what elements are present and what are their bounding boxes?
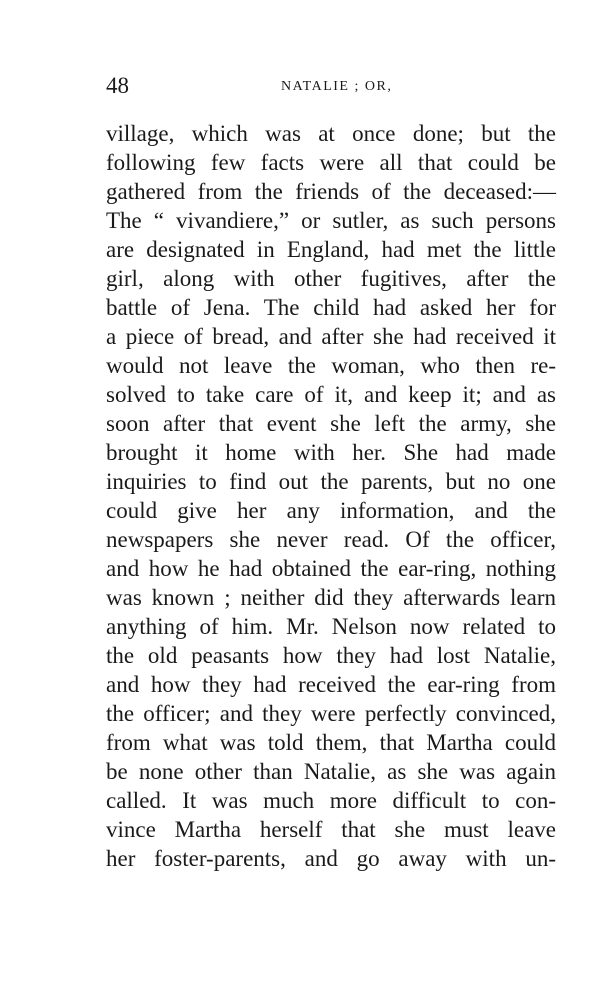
text-line: her foster-parents, and go away with un-	[106, 846, 556, 871]
page-number: 48	[106, 73, 129, 98]
text-line: are designated in England, had met the little	[106, 237, 556, 262]
running-head: NATALIE ; OR,	[281, 79, 393, 94]
text-line: a piece of bread, and after she had received it	[106, 324, 556, 349]
text-line: from what was told them, that Martha could	[106, 730, 556, 755]
text-line: vince Martha herself that she must leave	[106, 817, 556, 842]
text-line: and how he had obtained the ear-ring, nothing	[106, 556, 556, 581]
text-line: brought it home with her. She had made	[106, 440, 556, 465]
text-line: would not leave the woman, who then re-	[106, 353, 556, 378]
text-line: was known ; neither did they afterwards learn	[106, 585, 556, 610]
text-line: following few facts were all that could be	[106, 150, 556, 175]
text-line: could give her any information, and the	[106, 498, 556, 523]
text-line: solved to take care of it, and keep it; and as	[106, 382, 556, 407]
text-line: inquiries to find out the parents, but no one	[106, 469, 556, 494]
text-line: called. It was much more difficult to con-	[106, 788, 556, 813]
text-line: girl, along with other fugitives, after the	[106, 266, 556, 291]
text-line: the old peasants how they had lost Natalie,	[106, 643, 556, 668]
text-line: village, which was at once done; but the	[106, 121, 556, 146]
text-line: battle of Jena. The child had asked her for	[106, 295, 556, 320]
page-header	[106, 72, 556, 102]
text-line: The “ vivandiere,” or sutler, as such persons	[106, 208, 556, 233]
text-line: newspapers she never read. Of the officer,	[106, 527, 556, 552]
body-text	[106, 119, 556, 873]
text-line: gathered from the friends of the deceased:—	[106, 179, 556, 204]
text-line: soon after that event she left the army, she	[106, 411, 556, 436]
text-line: the officer; and they were perfectly convinced,	[106, 701, 556, 726]
text-line: and how they had received the ear-ring from	[106, 672, 556, 697]
text-line: anything of him. Mr. Nelson now related to	[106, 614, 556, 639]
text-line: be none other than Natalie, as she was again	[106, 759, 556, 784]
